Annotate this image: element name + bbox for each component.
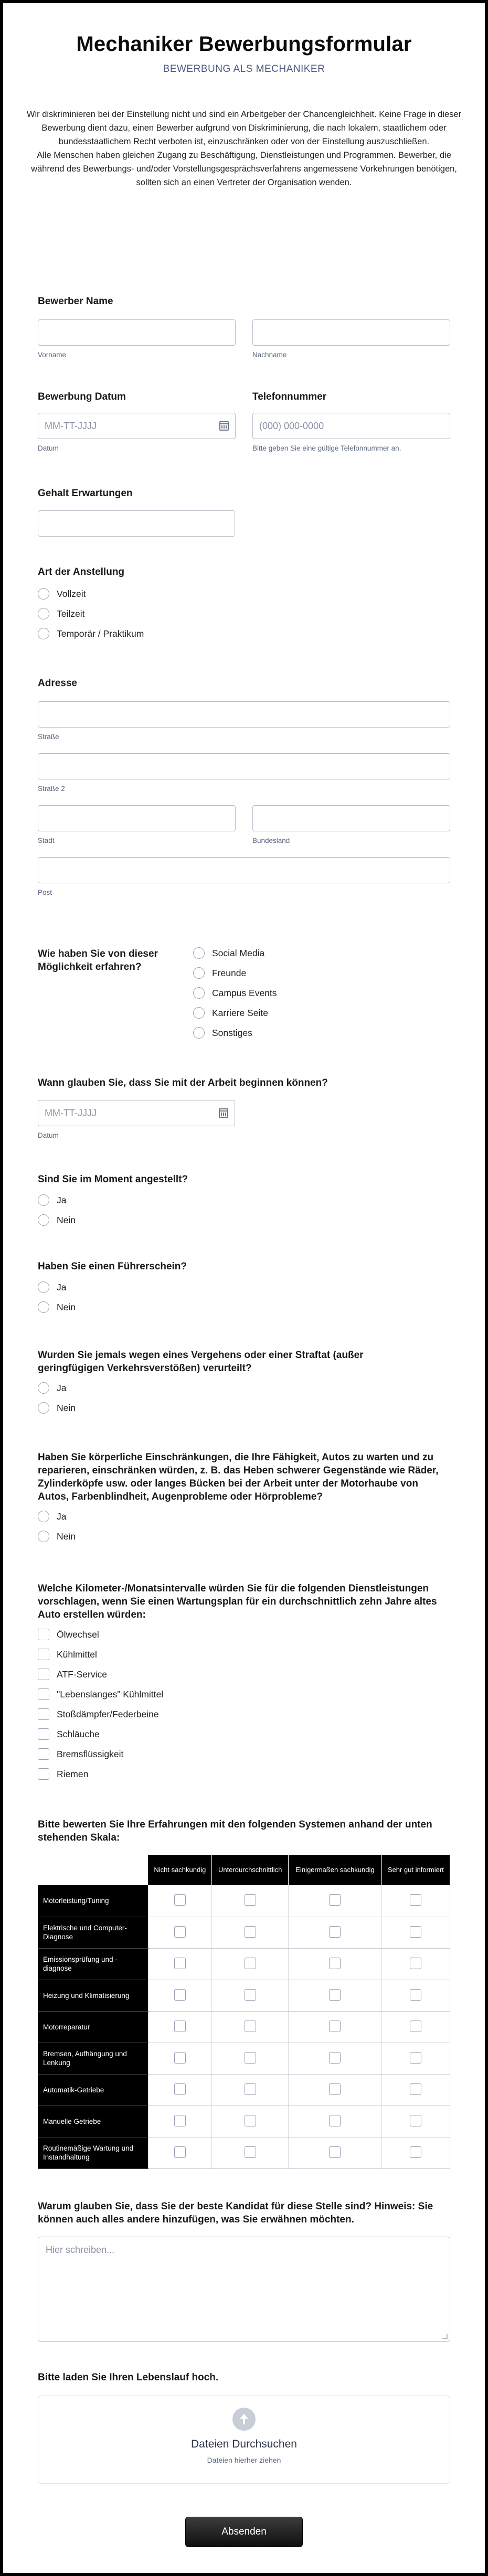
option-label: Riemen: [57, 1768, 89, 1779]
phone-input[interactable]: [252, 413, 450, 439]
radio-icon[interactable]: [38, 1194, 49, 1206]
matrix-checkbox-icon[interactable]: [245, 2115, 256, 2126]
radio-icon[interactable]: [38, 1281, 49, 1293]
option-label: Kühlmittel: [57, 1649, 97, 1660]
start-date-label: Wann glauben Sie, dass Sie mit der Arbeit beginnen können?: [38, 1077, 328, 1088]
option-label: Stoßdämpfer/Federbeine: [57, 1708, 159, 1719]
matrix-checkbox-icon[interactable]: [329, 1989, 341, 2001]
radio-icon[interactable]: [193, 947, 205, 959]
start-date-section: [38, 1076, 450, 1139]
radio-icon[interactable]: [38, 628, 49, 639]
matrix-cell: [289, 2011, 381, 2043]
source-label: Wie haben Sie von dieser Möglichkeit erfahren?: [38, 948, 158, 972]
resize-handle-icon[interactable]: [442, 2334, 448, 2339]
matrix-row-label: Manuelle Getriebe: [38, 2105, 148, 2137]
radio-icon[interactable]: [193, 987, 205, 999]
name-section: [38, 295, 450, 359]
matrix-checkbox-icon[interactable]: [410, 2115, 421, 2126]
salary-label: Gehalt Erwartungen: [38, 488, 133, 499]
option-label: Sonstiges: [212, 1027, 252, 1038]
matrix-checkbox-icon[interactable]: [329, 2115, 341, 2126]
matrix-row: [38, 1948, 450, 1980]
radio-icon[interactable]: [193, 1027, 205, 1039]
resume-label: Bitte laden Sie Ihren Lebenslauf hoch.: [38, 2372, 219, 2383]
matrix-cell: [148, 1917, 212, 1948]
matrix-checkbox-icon[interactable]: [329, 2052, 341, 2064]
employed-option-yes[interactable]: [38, 1190, 450, 1210]
calendar-icon[interactable]: [219, 421, 229, 431]
option-label: Vollzeit: [57, 588, 86, 599]
checkbox-icon[interactable]: [38, 1629, 49, 1640]
discrimination-notice: [24, 108, 464, 189]
resume-section: [38, 2371, 450, 2484]
date-phone-section: [38, 390, 450, 452]
matrix-cell: [212, 2074, 289, 2105]
option-label: Nein: [57, 1402, 76, 1413]
employment-option-fulltime[interactable]: [38, 584, 450, 604]
matrix-corner: [38, 1855, 148, 1885]
matrix-checkbox-icon[interactable]: [410, 1894, 421, 1906]
matrix-checkbox-icon[interactable]: [410, 1958, 421, 1969]
matrix-row-label: Routinemäßige Wartung und Instandhaltung: [38, 2137, 148, 2168]
matrix-row-label: Motorreparatur: [38, 2011, 148, 2043]
employment-option-parttime[interactable]: [38, 604, 450, 624]
option-label: Nein: [57, 1214, 76, 1225]
source-section: [38, 947, 450, 1043]
matrix-cell: [148, 2011, 212, 2043]
radio-icon[interactable]: [38, 1402, 49, 1414]
license-option-no[interactable]: [38, 1297, 450, 1317]
experience-matrix-section: [38, 1818, 450, 2169]
option-label: Ja: [57, 1281, 67, 1292]
interval-option-brake-fluid[interactable]: [38, 1744, 450, 1764]
interval-option-hoses[interactable]: [38, 1724, 450, 1744]
city-sublabel: Stadt: [38, 837, 55, 845]
matrix-checkbox-icon[interactable]: [174, 1989, 186, 2001]
matrix-cell: [148, 1980, 212, 2011]
physical-limitations-section: [38, 1451, 450, 1546]
checkbox-icon[interactable]: [38, 1708, 49, 1720]
matrix-checkbox-icon[interactable]: [329, 1894, 341, 1906]
matrix-cell: [148, 2137, 212, 2168]
checkbox-icon[interactable]: [38, 1728, 49, 1740]
name-label: Bewerber Name: [38, 296, 113, 307]
matrix-cell: [381, 2105, 450, 2137]
notice-paragraph-2: Alle Menschen haben gleichen Zugang zu Beschäftigung, Dienstleistungen und Programmen. Bewerber, die während des Bewerbungs- und/oder Vorstellungsgesprächsverfahrens angemessene Vorkehrungen benötigen, sollten sich an einen Vertreter der Organisation wenden.: [31, 151, 457, 187]
matrix-cell: [212, 2105, 289, 2137]
matrix-column-header: Einigermaßen sachkundig: [289, 1855, 381, 1885]
submit-button[interactable]: Absenden: [185, 2517, 303, 2547]
matrix-checkbox-icon[interactable]: [174, 2083, 186, 2095]
matrix-cell: [381, 1980, 450, 2011]
matrix-checkbox-icon[interactable]: [245, 2021, 256, 2032]
matrix-cell: [212, 1917, 289, 1948]
matrix-row: [38, 2105, 450, 2137]
matrix-cell: [289, 1980, 381, 2011]
application-date-label: Bewerbung Datum: [38, 391, 126, 402]
matrix-row-label: Automatik-Getriebe: [38, 2074, 148, 2105]
option-label: Ölwechsel: [57, 1629, 99, 1640]
radio-icon[interactable]: [38, 608, 49, 619]
matrix-row-label: Emissionsprüfung und -diagnose: [38, 1948, 148, 1980]
matrix-cell: [148, 2074, 212, 2105]
radio-icon[interactable]: [193, 967, 205, 979]
matrix-cell: [148, 2043, 212, 2074]
checkbox-icon[interactable]: [38, 1688, 49, 1700]
phone-placeholder: (000) 000-0000: [259, 420, 324, 431]
interval-option-shocks[interactable]: [38, 1704, 450, 1724]
zip-sublabel: Post: [38, 889, 52, 896]
matrix-column-header: Sehr gut informiert: [381, 1855, 450, 1885]
zip-input[interactable]: [38, 857, 450, 883]
matrix-checkbox-icon[interactable]: [174, 2115, 186, 2126]
option-label: Ja: [57, 1194, 67, 1205]
salary-input[interactable]: [38, 510, 235, 537]
matrix-checkbox-icon[interactable]: [329, 2146, 341, 2158]
employment-type-label: Art der Anstellung: [38, 566, 125, 578]
matrix-cell: [381, 2043, 450, 2074]
conviction-label: Wurden Sie jemals wegen eines Vergehens oder einer Straftat (außer geringfügigen Verkehrsverstößen) verurteilt?: [38, 1350, 364, 1374]
matrix-checkbox-icon[interactable]: [245, 2083, 256, 2095]
option-label: Ja: [57, 1382, 67, 1393]
checkbox-icon[interactable]: [38, 1768, 49, 1780]
source-option-friends[interactable]: [193, 963, 277, 983]
matrix-checkbox-icon[interactable]: [174, 1958, 186, 1969]
matrix-checkbox-icon[interactable]: [410, 1926, 421, 1938]
matrix-cell: [289, 1917, 381, 1948]
matrix-row-label: Elektrische und Computer-Diagnose: [38, 1917, 148, 1948]
physical-option-yes[interactable]: [38, 1506, 450, 1526]
best-candidate-textarea[interactable]: [38, 2237, 450, 2342]
page-subtitle: BEWERBUNG ALS MECHANIKER: [163, 63, 325, 74]
last-name-input[interactable]: [252, 319, 450, 346]
matrix-row: [38, 1980, 450, 2011]
address-section: [38, 677, 450, 896]
matrix-cell: [148, 1948, 212, 1980]
phone-label: Telefonnummer: [252, 391, 327, 402]
application-date-placeholder: MM-TT-JJJJ: [45, 420, 97, 431]
conviction-option-no[interactable]: [38, 1398, 450, 1418]
matrix-cell: [289, 2043, 381, 2074]
employment-type-section: [38, 565, 450, 644]
matrix-cell: [381, 2137, 450, 2168]
checkbox-icon[interactable]: [38, 1649, 49, 1660]
employed-label: Sind Sie im Moment angestellt?: [38, 1174, 188, 1185]
checkbox-icon[interactable]: [38, 1669, 49, 1680]
matrix-checkbox-icon[interactable]: [410, 2146, 421, 2158]
matrix-checkbox-icon[interactable]: [245, 1989, 256, 2001]
matrix-row-label: Bremsen, Aufhängung und Lenkung: [38, 2043, 148, 2074]
source-option-social-media[interactable]: [193, 943, 277, 963]
state-sublabel: Bundesland: [252, 837, 290, 845]
matrix-row: [38, 1885, 450, 1917]
matrix-cell: [289, 1948, 381, 1980]
license-label: Haben Sie einen Führerschein?: [38, 1261, 187, 1272]
intervals-label: Welche Kilometer-/Monatsintervalle würden Sie für die folgenden Dienstleistungen vorschlagen, wenn Sie einen Wartungsplan für ein durchschnittlich zehn Jahre altes Auto erstellen würden:: [38, 1583, 437, 1620]
interval-option-oil-change[interactable]: [38, 1624, 450, 1644]
matrix-row-label: Motorleistung/Tuning: [38, 1885, 148, 1917]
physical-option-no[interactable]: [38, 1526, 450, 1546]
matrix-row: [38, 2043, 450, 2074]
start-date-sublabel: Datum: [38, 1131, 59, 1139]
matrix-cell: [381, 2011, 450, 2043]
matrix-checkbox-icon[interactable]: [174, 1894, 186, 1906]
first-name-sublabel: Vorname: [38, 351, 67, 359]
best-candidate-label: Warum glauben Sie, dass Sie der beste Kandidat für diese Stelle sind? Hinweis: Sie können auch alles andere hinzufügen, was Sie erwähnen möchten.: [38, 2201, 433, 2225]
matrix-checkbox-icon[interactable]: [245, 2052, 256, 2064]
matrix-cell: [212, 1948, 289, 1980]
option-label: Nein: [57, 1301, 76, 1312]
option-label: Bremsflüssigkeit: [57, 1748, 124, 1759]
radio-icon[interactable]: [38, 1382, 49, 1394]
matrix-checkbox-icon[interactable]: [245, 2146, 256, 2158]
city-input[interactable]: [38, 805, 236, 831]
option-label: Campus Events: [212, 987, 277, 998]
matrix-checkbox-icon[interactable]: [174, 1926, 186, 1938]
matrix-row: [38, 2074, 450, 2105]
interval-option-coolant[interactable]: [38, 1644, 450, 1664]
conviction-section: [38, 1349, 450, 1418]
radio-icon[interactable]: [193, 1007, 205, 1019]
matrix-checkbox-icon[interactable]: [245, 1926, 256, 1938]
license-section: [38, 1260, 450, 1317]
matrix-checkbox-icon[interactable]: [329, 1958, 341, 1969]
matrix-row-label: Heizung und Klimatisierung: [38, 1980, 148, 2011]
matrix-column-header: Nicht sachkundig: [148, 1855, 212, 1885]
drag-files-hint: Dateien hierher ziehen: [207, 2456, 281, 2464]
matrix-cell: [381, 1885, 450, 1917]
option-label: Temporär / Praktikum: [57, 628, 144, 639]
employed-section: [38, 1173, 450, 1230]
matrix-cell: [148, 2105, 212, 2137]
street-input[interactable]: [38, 701, 450, 728]
submit-section: [38, 2517, 450, 2547]
option-label: ATF-Service: [57, 1669, 107, 1680]
matrix-checkbox-icon[interactable]: [174, 2146, 186, 2158]
matrix-cell: [212, 2043, 289, 2074]
matrix-cell: [212, 2137, 289, 2168]
license-option-yes[interactable]: [38, 1277, 450, 1297]
option-label: Schläuche: [57, 1728, 100, 1739]
best-candidate-section: [38, 2200, 450, 2342]
source-option-other[interactable]: [193, 1023, 277, 1043]
matrix-checkbox-icon[interactable]: [410, 2021, 421, 2032]
matrix-cell: [212, 2011, 289, 2043]
matrix-row: [38, 2011, 450, 2043]
physical-limitations-label: Haben Sie körperliche Einschränkungen, die Ihre Fähigkeit, Autos zu warten und zu reparieren, einschränken würden, z. B. das Heben schwerer Gegenstände wie Räder, Zylinderköpfe usw. oder langes Bücken bei der Arbeit unter der Motorhaube von Autos, Farbenblindheit, Augenprobleme oder Hörprobleme?: [38, 1452, 439, 1502]
matrix-row: [38, 1917, 450, 1948]
matrix-checkbox-icon[interactable]: [329, 2021, 341, 2032]
intervals-section: [38, 1582, 450, 1784]
matrix-checkbox-icon[interactable]: [410, 2052, 421, 2064]
address-label: Adresse: [38, 678, 77, 689]
browse-files-label: Dateien Durchsuchen: [191, 2438, 297, 2450]
matrix-cell: [289, 2074, 381, 2105]
resume-upload-dropzone[interactable]: [38, 2396, 450, 2484]
matrix-cell: [381, 2074, 450, 2105]
calendar-icon[interactable]: [219, 1108, 228, 1118]
radio-icon[interactable]: [38, 1214, 49, 1226]
street2-sublabel: Straße 2: [38, 785, 65, 793]
option-label: Ja: [57, 1511, 67, 1522]
option-label: "Lebenslanges" Kühlmittel: [57, 1688, 164, 1699]
option-label: Social Media: [212, 947, 265, 958]
matrix-cell: [212, 1885, 289, 1917]
interval-option-belts[interactable]: [38, 1764, 450, 1784]
interval-option-lifetime-coolant[interactable]: [38, 1684, 450, 1704]
form-header: [3, 3, 485, 75]
employment-option-temporary[interactable]: [38, 624, 450, 644]
option-label: Nein: [57, 1531, 76, 1542]
application-date-input[interactable]: [38, 413, 236, 439]
experience-matrix-label: Bitte bewerten Sie Ihre Erfahrungen mit den folgenden Systemen anhand der unten stehenden Skala:: [38, 1819, 432, 1843]
matrix-cell: [212, 1980, 289, 2011]
matrix-checkbox-icon[interactable]: [329, 2083, 341, 2095]
conviction-option-yes[interactable]: [38, 1378, 450, 1398]
street2-input[interactable]: [38, 753, 450, 779]
matrix-cell: [289, 2137, 381, 2168]
salary-section: [38, 487, 450, 537]
source-option-campus-events[interactable]: [193, 983, 277, 1003]
radio-icon[interactable]: [38, 588, 49, 600]
radio-icon[interactable]: [38, 1511, 49, 1522]
checkbox-icon[interactable]: [38, 1748, 49, 1760]
start-date-input[interactable]: [38, 1100, 235, 1126]
matrix-checkbox-icon[interactable]: [329, 1926, 341, 1938]
radio-icon[interactable]: [38, 1531, 49, 1542]
matrix-cell: [381, 1948, 450, 1980]
last-name-sublabel: Nachname: [252, 351, 287, 359]
application-date-sublabel: Datum: [38, 444, 59, 452]
matrix-cell: [289, 2105, 381, 2137]
source-option-career-page[interactable]: [193, 1003, 277, 1023]
street-sublabel: Straße: [38, 733, 59, 741]
matrix-checkbox-icon[interactable]: [410, 2083, 421, 2095]
employed-option-no[interactable]: [38, 1210, 450, 1230]
matrix-column-header: Unterdurchschnittlich: [212, 1855, 289, 1885]
matrix-cell: [148, 1885, 212, 1917]
best-candidate-placeholder: Hier schreiben...: [46, 2244, 115, 2255]
option-label: Karriere Seite: [212, 1007, 268, 1018]
page-title: Mechaniker Bewerbungsformular: [76, 33, 412, 56]
matrix-checkbox-icon[interactable]: [174, 2052, 186, 2064]
state-input[interactable]: [252, 805, 450, 831]
matrix-checkbox-icon[interactable]: [174, 2021, 186, 2032]
matrix-checkbox-icon[interactable]: [245, 1894, 256, 1906]
notice-paragraph-1: Wir diskriminieren bei der Einstellung nicht und sind ein Arbeitgeber der Chancengleichheit. Keine Frage in dieser Bewerbung dient dazu, einen Bewerber aufgrund von Diskriminierung, die nach lokalem, staatlichem oder bundesstaatlichem Recht verboten ist, einzuschränken oder von der Einstellung auszuschließen.: [26, 110, 462, 146]
cloud-upload-icon: [232, 2408, 256, 2431]
matrix-cell: [381, 1917, 450, 1948]
matrix-checkbox-icon[interactable]: [410, 1989, 421, 2001]
matrix-row: [38, 2137, 450, 2168]
start-date-placeholder: MM-TT-JJJJ: [45, 1107, 97, 1118]
option-label: Teilzeit: [57, 608, 85, 619]
radio-icon[interactable]: [38, 1301, 49, 1313]
interval-option-atf[interactable]: [38, 1664, 450, 1684]
matrix-cell: [289, 1885, 381, 1917]
option-label: Freunde: [212, 967, 247, 978]
matrix-checkbox-icon[interactable]: [245, 1958, 256, 1969]
experience-matrix: [38, 1855, 450, 2169]
phone-sublabel: Bitte geben Sie eine gültige Telefonnummer an.: [252, 444, 401, 452]
first-name-input[interactable]: [38, 319, 236, 346]
